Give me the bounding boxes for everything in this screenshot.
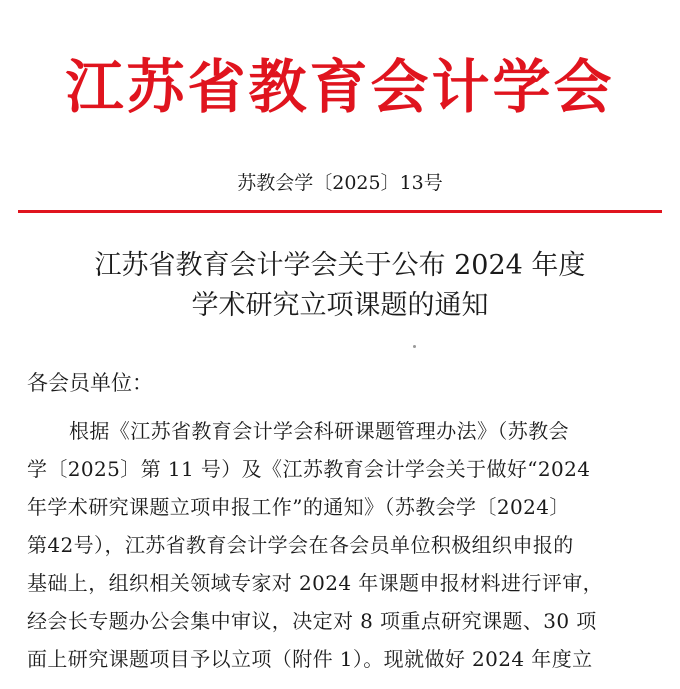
- body-line: 第42号），江苏省教育会计学会在各会员单位积极组织申报的: [27, 533, 574, 557]
- red-divider-line: [18, 210, 662, 213]
- salutation: 各会员单位：: [27, 371, 153, 395]
- body-line: 根据《江苏省教育会计学会科研课题管理办法》（苏教会: [69, 419, 569, 443]
- body-line: 面上研究课题项目予以立项（附件 1）。现就做好 2024 年度立: [27, 647, 593, 671]
- body-line: 年学术研究课题立项申报工作”的通知》（苏教会学〔2024〕: [27, 495, 570, 519]
- body-line: 基础上，组织相关领域专家对 2024 年课题申报材料进行评审，: [27, 571, 604, 595]
- organization-title: 江苏省教育会计学会: [65, 53, 615, 121]
- body-line: 经会长专题办公会集中审议，决定对 8 项重点研究课题、30 项: [27, 609, 597, 633]
- notice-title-line-1: 江苏省教育会计学会关于公布 2024 年度: [94, 250, 586, 281]
- document-number: 苏教会学〔2025〕13号: [237, 172, 443, 194]
- body-paragraph: [27, 412, 657, 678]
- body-line: 学〔2025〕第 11 号）及《江苏教育会计学会关于做好“2024: [27, 457, 591, 481]
- notice-title-line-2: 学术研究立项课题的通知: [191, 290, 489, 321]
- scan-speck: [413, 345, 416, 348]
- notice-title: [0, 246, 680, 326]
